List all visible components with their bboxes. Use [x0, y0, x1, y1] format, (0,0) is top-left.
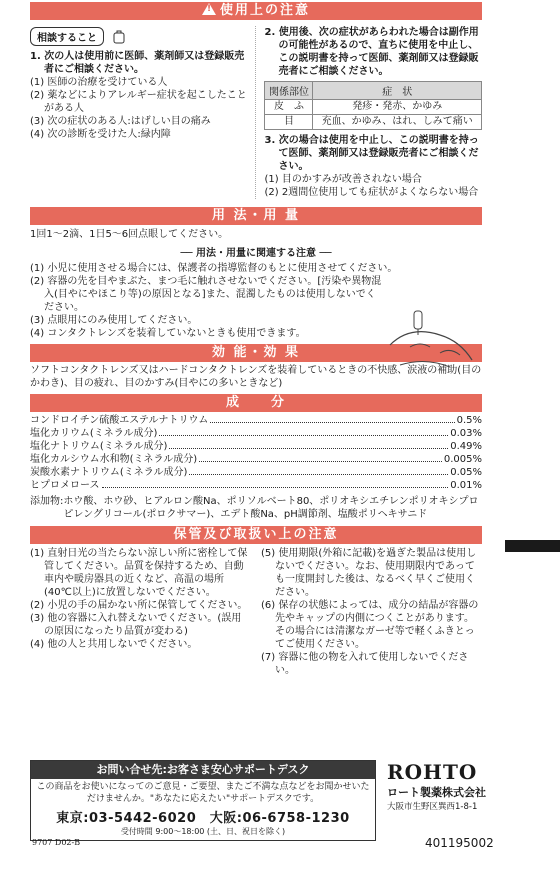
table-cell: 充血、かゆみ、はれ、しみて痛い	[313, 115, 482, 130]
ingredient-value: 0.5%	[456, 415, 482, 426]
brand-block	[387, 760, 527, 812]
contact-box	[30, 760, 376, 841]
effects-text: ソフトコンタクトレンズ又はハードコンタクトレンズを装着しているときの不快感、涙液の補助(目のかわき)、目の疲れ、目のかすみ(目やにの多いときなど)	[30, 365, 482, 389]
dosage-item-1: (1) 小児に使用させる場合には、保護者の指導監督のもとに使用させてください。	[30, 263, 398, 274]
caution-sub-1: (1) 医師の治療を受けている人	[30, 77, 168, 88]
ingredient-name: 塩化カルシウム水和物(ミネラル成分)	[30, 454, 198, 465]
dosage-item-4: (4) コンタクトレンズを装着していないときも使用できます。	[30, 328, 306, 339]
storage-banner: 保管及び取扱い上の注意	[30, 526, 482, 544]
ingredient-value: 0.03%	[450, 428, 482, 439]
ingredient-value: 0.05%	[450, 467, 482, 478]
caution-sub-2: (2) 薬などによりアレルギー症状を起こしたことがある人	[30, 90, 247, 114]
ingredient-value: 0.005%	[443, 454, 482, 465]
dosage-subtitle: ── 用法・用量に関連する注意 ──	[180, 248, 332, 259]
storage-left	[30, 547, 257, 677]
caution-title: 使用上の注意	[219, 3, 310, 18]
caution-sub-3: (3) 次の症状のある人:はげしい目の痛み	[30, 116, 211, 127]
symptom-table	[264, 81, 482, 130]
caution-right	[256, 26, 482, 199]
consult-label: 相談すること	[30, 27, 104, 46]
caution-item-1: 1. 次の人は使用前に医師、薬剤師又は登録販売者にご相談ください。	[30, 51, 245, 75]
caution-sub-4: (4) 次の診断を受けた人:緑内障	[30, 129, 171, 140]
dosage-line: 1回1～2滴、1日5～6回点眼してください。	[30, 229, 229, 240]
ingredient-name: ヒプロメロース	[30, 480, 100, 491]
caution-sub-6: (2) 2週間位使用しても症状がよくならない場合	[264, 187, 479, 198]
ingredient-name: 炭酸水素ナトリウム(ミネラル成分)	[30, 467, 188, 478]
dosage-item-2: (2) 容器の先を目やまぶた、まつ毛に触れさせないでください。[汚染や異物混入(目やにやほこり等)の原因となる]また、混濁したものは使用しないでください。	[30, 276, 382, 313]
eye-drop-illustration	[380, 305, 480, 373]
table-row	[265, 115, 482, 130]
ingredient-value: 0.01%	[450, 480, 482, 491]
table-header-part: 関係部位	[265, 82, 313, 100]
caution-columns	[30, 26, 482, 199]
ingredient-value: 0.49%	[450, 441, 482, 452]
ingredient-name: コンドロイチン硫酸エステルナトリウム	[30, 415, 209, 426]
storage-item: (3) 他の容器に入れ替えないでください。(誤用の原因になったり品質が変わる)	[30, 613, 242, 637]
medicine-icon	[112, 30, 126, 44]
brand-logo: ROHTO	[387, 760, 478, 784]
ingredient-row	[30, 440, 482, 453]
storage-item: (7) 容器に他の物を入れて使用しないでください。	[261, 652, 469, 676]
ingredient-name: 塩化ナトリウム(ミネラル成分)	[30, 441, 168, 452]
additives-text: ホウ酸、ホウ砂、ヒアルロン酸Na、ポリソルベート80、ポリオキシエチレンポリオキシプロピレングリコール(ポロクサマー)、エデト酸Na、pH調節剤、塩酸ポリヘキサニド	[63, 496, 479, 520]
dosage-banner: 用 法・用 量	[30, 207, 482, 225]
storage-item: (5) 使用期限(外箱に記載)を過ぎた製品は使用しないでください。なお、使用期限内であっても一度開封した後は、なるべく早くご使用ください。	[261, 548, 477, 598]
caution-item-2: 2. 使用後、次の症状があらわれた場合は副作用の可能性があるので、直ちに使用を中止し、この説明書を持って医師、薬剤師又は登録販売者にご相談ください。	[264, 27, 479, 77]
ingredients-list	[30, 414, 482, 492]
contact-hours: 受付時間 9:00～18:00 (土、日、祝日を除く)	[120, 827, 286, 836]
contact-body: この商品をお使いになってのご意見・ご要望、またご不満な点などをお聞かせいただけませんか。"あなたに応えたい"サポートデスクです。	[36, 782, 370, 804]
storage-item: (2) 小児の手の届かない所に保管してください。	[30, 600, 248, 611]
table-cell: 目	[265, 115, 313, 130]
company-address: 大阪市生野区巽西1-8-1	[387, 802, 478, 812]
storage-item: (6) 保存の状態によっては、成分の結晶が容器の先やキャップの内側につくことがあります。その場合には清潔なガーゼ等で軽くふきとってご使用ください。	[261, 600, 479, 650]
caution-sub-5: (1) 目のかすみが改善されない場合	[264, 174, 422, 185]
print-code: 9707 D02-B	[32, 838, 81, 847]
table-row	[265, 100, 482, 115]
ingredient-name: 塩化カリウム(ミネラル成分)	[30, 428, 158, 439]
ingredients-banner: 成 分	[30, 394, 482, 412]
product-code: 401195002	[425, 836, 494, 850]
warning-icon: !	[202, 3, 216, 15]
storage-item: (1) 直射日光の当たらない涼しい所に密栓して保管してください。品質を保持するため、自動車内や暖房器具の近くなど、高温の場所(40℃以上)に放置しないでください。	[30, 548, 248, 598]
table-header-symptom: 症 状	[313, 82, 482, 100]
caution-item-3: 3. 次の場合は使用を中止し、この説明書を持って医師、薬剤師又は登録販売者にご相談ください。	[264, 135, 479, 172]
ingredient-row	[30, 414, 482, 427]
caution-banner	[30, 2, 482, 20]
table-cell: 発疹・発赤、かゆみ	[313, 100, 482, 115]
dosage-item-3: (3) 点眼用にのみ使用してください。	[30, 315, 198, 326]
storage-right	[257, 547, 482, 677]
ingredient-row	[30, 466, 482, 479]
ingredient-row	[30, 479, 482, 492]
edge-mark	[505, 540, 560, 552]
company-name: ロート製薬株式会社	[387, 786, 486, 799]
ingredient-row	[30, 427, 482, 440]
contact-title: お問い合せ先:お客さま安心サポートデスク	[31, 761, 375, 779]
additives-label: 添加物:	[30, 496, 64, 507]
storage-item: (4) 他の人と共用しないでください。	[30, 639, 198, 650]
table-cell: 皮 ふ	[265, 100, 313, 115]
caution-left	[30, 26, 256, 199]
additives	[30, 495, 482, 521]
storage-columns	[30, 547, 482, 677]
contact-phones: 東京:03-5442-6020 大阪:06-6758-1230	[56, 811, 350, 826]
ingredient-row	[30, 453, 482, 466]
effects-banner: 効 能・効 果	[30, 344, 482, 362]
